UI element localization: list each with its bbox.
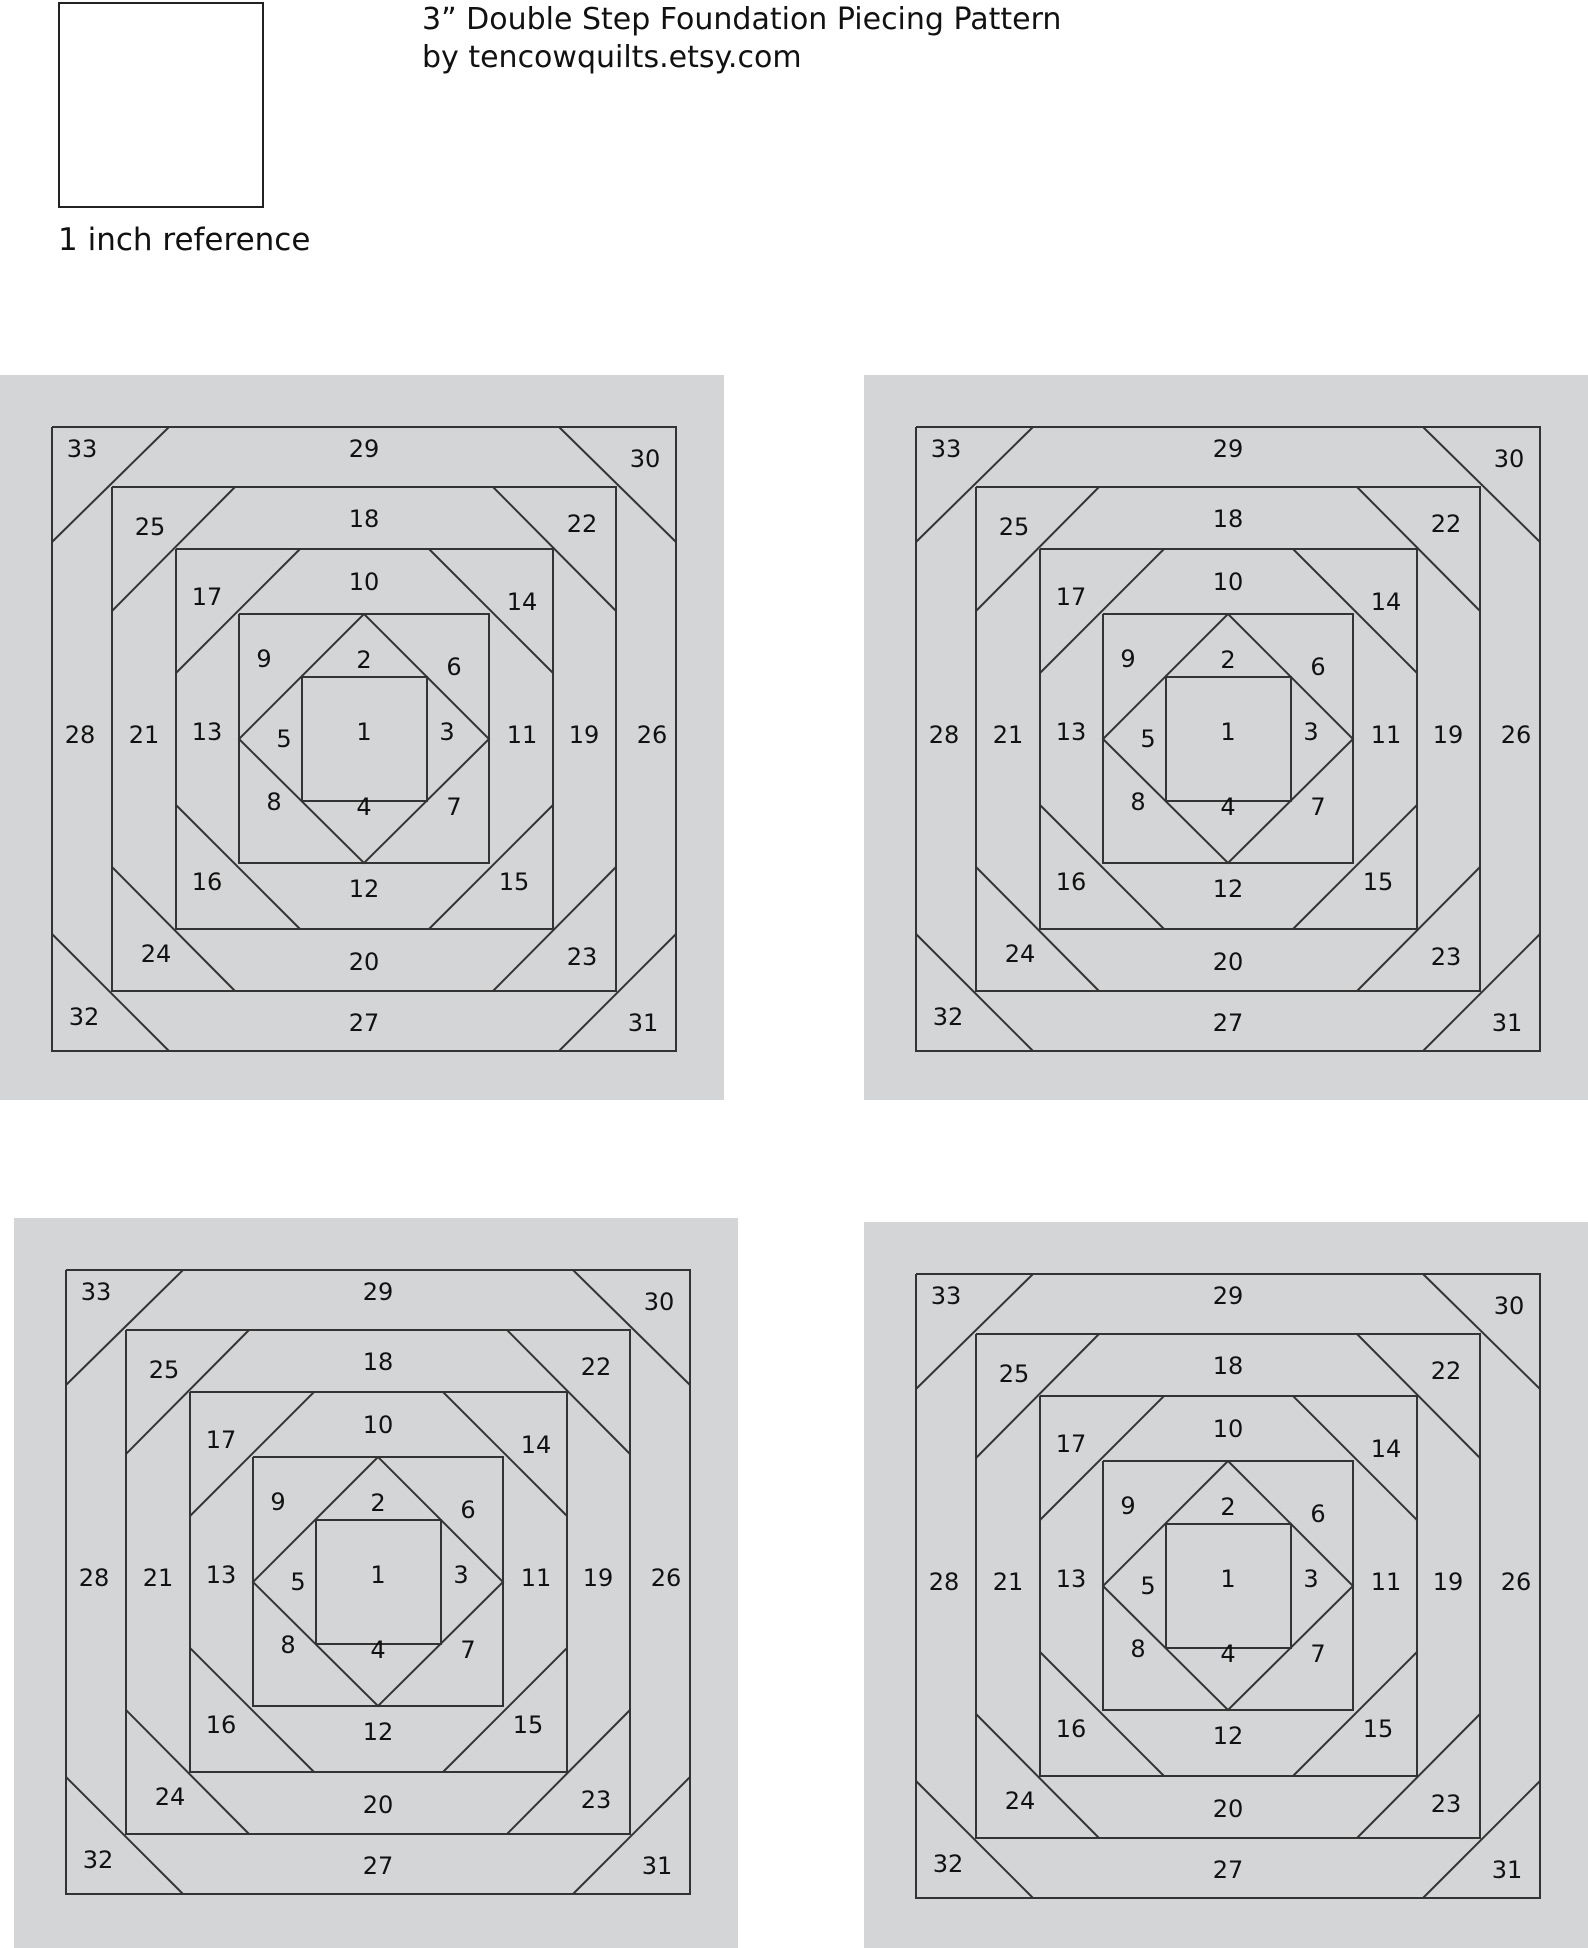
piece-label-33: 33	[930, 435, 962, 463]
piece-label-17: 17	[191, 583, 223, 611]
seam-line	[1293, 805, 1417, 929]
piece-label-29: 29	[362, 1278, 394, 1306]
piece-label-4: 4	[1220, 1640, 1236, 1668]
piece-label-28: 28	[928, 721, 960, 749]
pattern-title: 3” Double Step Foundation Piecing Pattern	[422, 2, 1062, 37]
block-diagram	[66, 1270, 690, 1894]
piece-label-4: 4	[370, 1636, 386, 1664]
piece-label-4: 4	[356, 793, 372, 821]
piece-label-3: 3	[1303, 1565, 1319, 1593]
piece-label-15: 15	[512, 1711, 544, 1739]
piece-label-24: 24	[1004, 940, 1036, 968]
piece-label-2: 2	[1220, 1493, 1236, 1521]
piece-label-23: 23	[1430, 1790, 1462, 1818]
piece-label-33: 33	[930, 1282, 962, 1310]
piece-label-18: 18	[1212, 1352, 1244, 1380]
piece-label-8: 8	[1130, 788, 1146, 816]
piece-label-8: 8	[1130, 1635, 1146, 1663]
piece-label-22: 22	[1430, 510, 1462, 538]
seam-line	[1293, 1652, 1417, 1776]
piece-label-11: 11	[520, 1564, 552, 1592]
seam-line	[429, 805, 553, 929]
piece-label-5: 5	[1140, 1572, 1156, 1600]
piece-label-2: 2	[370, 1489, 386, 1517]
piece-label-15: 15	[1362, 868, 1394, 896]
piece-label-1: 1	[356, 718, 372, 746]
piece-label-3: 3	[453, 1561, 469, 1589]
piece-label-9: 9	[1120, 645, 1136, 673]
piece-label-2: 2	[1220, 646, 1236, 674]
piece-label-31: 31	[627, 1009, 659, 1037]
piece-label-14: 14	[1370, 588, 1402, 616]
block-diagram	[916, 427, 1540, 1051]
piece-label-17: 17	[1055, 583, 1087, 611]
piece-label-5: 5	[1140, 725, 1156, 753]
piece-label-12: 12	[1212, 875, 1244, 903]
piece-label-24: 24	[154, 1783, 186, 1811]
piece-label-19: 19	[582, 1564, 614, 1592]
piece-label-33: 33	[80, 1278, 112, 1306]
piece-label-25: 25	[998, 1360, 1030, 1388]
piece-label-30: 30	[643, 1288, 675, 1316]
piece-label-18: 18	[1212, 505, 1244, 533]
piece-label-6: 6	[460, 1496, 476, 1524]
piece-label-2: 2	[356, 646, 372, 674]
piece-label-26: 26	[1500, 1568, 1532, 1596]
piece-label-25: 25	[998, 513, 1030, 541]
piece-label-30: 30	[1493, 445, 1525, 473]
piece-label-12: 12	[362, 1718, 394, 1746]
piece-label-20: 20	[348, 948, 380, 976]
piece-label-27: 27	[362, 1852, 394, 1880]
piece-label-7: 7	[1310, 1640, 1326, 1668]
piece-label-13: 13	[191, 718, 223, 746]
piece-label-32: 32	[932, 1003, 964, 1031]
piece-label-33: 33	[66, 435, 98, 463]
piece-label-22: 22	[1430, 1357, 1462, 1385]
piece-label-4: 4	[1220, 793, 1236, 821]
piece-label-29: 29	[1212, 1282, 1244, 1310]
piece-label-14: 14	[506, 588, 538, 616]
piece-label-11: 11	[1370, 721, 1402, 749]
piece-label-24: 24	[140, 940, 172, 968]
piece-label-12: 12	[1212, 1722, 1244, 1750]
piece-label-20: 20	[362, 1791, 394, 1819]
piece-label-22: 22	[580, 1353, 612, 1381]
piece-label-24: 24	[1004, 1787, 1036, 1815]
piece-label-16: 16	[205, 1711, 237, 1739]
piece-label-18: 18	[362, 1348, 394, 1376]
piece-label-28: 28	[64, 721, 96, 749]
piece-label-30: 30	[629, 445, 661, 473]
piece-label-32: 32	[82, 1846, 114, 1874]
piece-label-27: 27	[1212, 1856, 1244, 1884]
piece-label-21: 21	[992, 721, 1024, 749]
piece-label-14: 14	[1370, 1435, 1402, 1463]
piece-label-10: 10	[348, 568, 380, 596]
piece-label-17: 17	[205, 1426, 237, 1454]
piece-label-3: 3	[439, 718, 455, 746]
piece-label-8: 8	[280, 1631, 296, 1659]
piece-label-5: 5	[276, 725, 292, 753]
block-diagram	[52, 427, 676, 1051]
piece-label-27: 27	[348, 1009, 380, 1037]
piece-label-13: 13	[1055, 718, 1087, 746]
piece-label-32: 32	[68, 1003, 100, 1031]
piece-label-21: 21	[128, 721, 160, 749]
piece-label-21: 21	[992, 1568, 1024, 1596]
piece-label-13: 13	[1055, 1565, 1087, 1593]
pattern-panel-2	[864, 375, 1588, 1100]
piece-label-26: 26	[1500, 721, 1532, 749]
piece-label-9: 9	[256, 645, 272, 673]
piece-label-30: 30	[1493, 1292, 1525, 1320]
piece-label-25: 25	[134, 513, 166, 541]
pattern-panel-1	[0, 375, 724, 1100]
piece-label-16: 16	[191, 868, 223, 896]
piece-label-10: 10	[362, 1411, 394, 1439]
piece-label-11: 11	[1370, 1568, 1402, 1596]
piece-label-26: 26	[650, 1564, 682, 1592]
piece-label-23: 23	[566, 943, 598, 971]
piece-label-15: 15	[1362, 1715, 1394, 1743]
piece-label-22: 22	[566, 510, 598, 538]
piece-label-9: 9	[1120, 1492, 1136, 1520]
piece-label-18: 18	[348, 505, 380, 533]
pattern-credit: by tencowquilts.etsy.com	[422, 40, 802, 75]
piece-label-1: 1	[370, 1561, 386, 1589]
piece-label-27: 27	[1212, 1009, 1244, 1037]
pattern-panel-3	[14, 1218, 738, 1948]
piece-label-29: 29	[348, 435, 380, 463]
piece-label-28: 28	[78, 1564, 110, 1592]
piece-label-7: 7	[460, 1636, 476, 1664]
pattern-panel-4	[864, 1222, 1588, 1948]
piece-label-19: 19	[1432, 1568, 1464, 1596]
reference-label: 1 inch reference	[58, 222, 311, 258]
piece-label-14: 14	[520, 1431, 552, 1459]
piece-label-23: 23	[580, 1786, 612, 1814]
piece-label-6: 6	[1310, 653, 1326, 681]
piece-label-1: 1	[1220, 1565, 1236, 1593]
piece-label-26: 26	[636, 721, 668, 749]
piece-label-23: 23	[1430, 943, 1462, 971]
block-diagram	[916, 1274, 1540, 1898]
piece-label-7: 7	[1310, 793, 1326, 821]
one-inch-reference-square	[58, 2, 264, 208]
piece-label-21: 21	[142, 1564, 174, 1592]
piece-label-6: 6	[1310, 1500, 1326, 1528]
piece-label-9: 9	[270, 1488, 286, 1516]
piece-label-19: 19	[1432, 721, 1464, 749]
piece-label-13: 13	[205, 1561, 237, 1589]
piece-label-31: 31	[1491, 1856, 1523, 1884]
piece-label-17: 17	[1055, 1430, 1087, 1458]
piece-label-31: 31	[641, 1852, 673, 1880]
piece-label-6: 6	[446, 653, 462, 681]
piece-label-31: 31	[1491, 1009, 1523, 1037]
piece-label-16: 16	[1055, 1715, 1087, 1743]
piece-label-12: 12	[348, 875, 380, 903]
piece-label-28: 28	[928, 1568, 960, 1596]
piece-label-19: 19	[568, 721, 600, 749]
piece-label-1: 1	[1220, 718, 1236, 746]
piece-label-10: 10	[1212, 1415, 1244, 1443]
piece-label-15: 15	[498, 868, 530, 896]
piece-label-25: 25	[148, 1356, 180, 1384]
piece-label-10: 10	[1212, 568, 1244, 596]
piece-label-8: 8	[266, 788, 282, 816]
seam-line	[443, 1648, 567, 1772]
piece-label-5: 5	[290, 1568, 306, 1596]
piece-label-20: 20	[1212, 948, 1244, 976]
piece-label-3: 3	[1303, 718, 1319, 746]
piece-label-16: 16	[1055, 868, 1087, 896]
piece-label-32: 32	[932, 1850, 964, 1878]
piece-label-7: 7	[446, 793, 462, 821]
piece-label-20: 20	[1212, 1795, 1244, 1823]
piece-label-11: 11	[506, 721, 538, 749]
piece-label-29: 29	[1212, 435, 1244, 463]
